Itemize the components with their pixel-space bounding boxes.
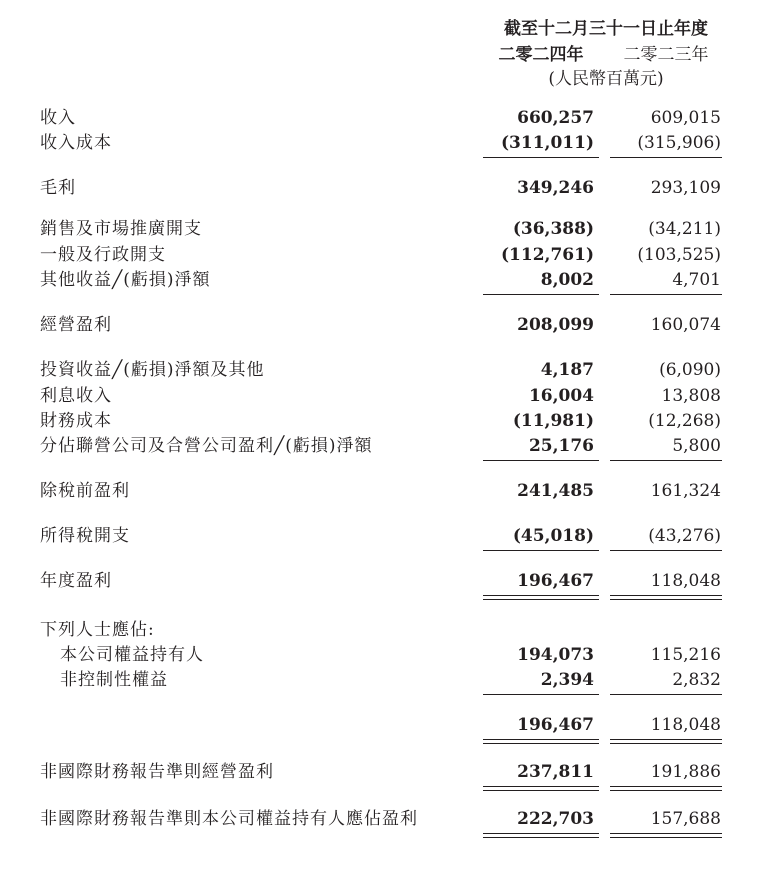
subtotal-rule [483, 694, 599, 695]
value-2024: (311,011) [501, 133, 594, 153]
table-row-finance-costs [0, 409, 772, 433]
table-row-attributable-to [0, 618, 772, 642]
row-label: 經營盈利 [40, 315, 112, 335]
value-2023: 157,688 [650, 809, 721, 829]
value-2024: (36,388) [512, 219, 594, 239]
row-label: 一般及行政開支 [40, 245, 166, 265]
total-double-rule [483, 739, 599, 740]
value-2024: 4,187 [540, 360, 594, 380]
subtotal-rule [483, 157, 599, 158]
subtotal-rule [483, 460, 599, 461]
value-2023: (34,211) [648, 219, 721, 239]
table-row-interest-income [0, 384, 772, 408]
table-row-income-tax [0, 524, 772, 548]
row-label: 利息收入 [40, 386, 112, 406]
table-row-revenue [0, 106, 772, 130]
subtotal-rule [610, 550, 722, 551]
row-label: 本公司權益持有人 [60, 645, 204, 665]
value-2024: 349,246 [517, 178, 594, 198]
row-label: 非國際財務報告準則經營盈利 [40, 762, 274, 782]
row-label: 銷售及市場推廣開支 [40, 219, 202, 239]
total-double-rule [610, 599, 722, 600]
total-double-rule [483, 786, 599, 787]
value-2023: 293,109 [650, 178, 721, 198]
total-double-rule [483, 595, 599, 596]
value-2024: (112,761) [501, 245, 594, 265]
value-2023: (6,090) [659, 360, 721, 380]
total-double-rule [610, 790, 722, 791]
table-row-other-gains [0, 268, 772, 292]
subtotal-rule [483, 550, 599, 551]
value-2024: 25,176 [528, 436, 594, 456]
row-label: 非控制性權益 [60, 670, 168, 690]
row-label: 收入成本 [40, 133, 112, 153]
table-row-share-of-associates [0, 434, 772, 458]
value-2024: 208,099 [517, 315, 594, 335]
table-row-non-ifrs-operating-profit [0, 760, 772, 784]
value-2023: (315,906) [637, 133, 721, 153]
row-label: 毛利 [40, 178, 76, 198]
value-2023: 118,048 [650, 571, 721, 591]
table-row-investment-gains [0, 358, 772, 382]
value-2023: 115,216 [650, 645, 721, 665]
total-double-rule [483, 790, 599, 791]
subtotal-rule [610, 294, 722, 295]
subtotal-rule [610, 694, 722, 695]
total-double-rule [610, 595, 722, 596]
currency-unit-label: (人民幣百萬元) [548, 69, 664, 89]
table-row-selling-marketing [0, 217, 772, 241]
row-label: 收入 [40, 108, 76, 128]
table-row-non-ifrs-profit-equity-holders [0, 807, 772, 831]
value-2023: (12,268) [648, 411, 721, 431]
total-double-rule [483, 833, 599, 834]
column-header-2024: 二零二四年 [498, 45, 584, 65]
row-label: 財務成本 [40, 411, 112, 431]
value-2024: 222,703 [517, 809, 594, 829]
table-row-equity-holders [0, 643, 772, 667]
value-2024: 660,257 [517, 108, 594, 128]
value-2023: 5,800 [672, 436, 721, 456]
value-2024: 196,467 [517, 571, 594, 591]
value-2024: 196,467 [517, 715, 594, 735]
total-double-rule [483, 743, 599, 744]
value-2024: 237,811 [517, 762, 594, 782]
row-label: 投資收益╱(虧損)淨額及其他 [40, 360, 265, 380]
value-2024: (45,018) [512, 526, 594, 546]
subtotal-rule [610, 157, 722, 158]
value-2024: 2,394 [540, 670, 594, 690]
value-2023: 118,048 [650, 715, 721, 735]
value-2023: 4,701 [672, 270, 721, 290]
subtotal-rule [483, 294, 599, 295]
row-label: 除稅前盈利 [40, 481, 130, 501]
value-2023: (43,276) [648, 526, 721, 546]
total-double-rule [610, 743, 722, 744]
value-2024: (11,981) [512, 411, 594, 431]
value-2023: 2,832 [672, 670, 721, 690]
total-double-rule [483, 837, 599, 838]
row-label: 分佔聯營公司及合營公司盈利╱(虧損)淨額 [40, 436, 373, 456]
total-double-rule [610, 739, 722, 740]
row-label: 年度盈利 [40, 571, 112, 591]
value-2024: 194,073 [517, 645, 594, 665]
value-2024: 241,485 [517, 481, 594, 501]
value-2023: 13,808 [661, 386, 721, 406]
table-row-profit-before-tax [0, 479, 772, 503]
row-label: 所得稅開支 [40, 526, 130, 546]
table-row-attributable-total [0, 713, 772, 737]
value-2024: 8,002 [540, 270, 594, 290]
row-label: 其他收益╱(虧損)淨額 [40, 270, 211, 290]
value-2023: 191,886 [650, 762, 721, 782]
value-2023: 161,324 [650, 481, 721, 501]
table-row-profit-for-year [0, 569, 772, 593]
row-label: 非國際財務報告準則本公司權益持有人應佔盈利 [40, 809, 418, 829]
value-2023: (103,525) [637, 245, 721, 265]
table-row-cost-of-revenue [0, 131, 772, 155]
value-2024: 16,004 [528, 386, 594, 406]
table-row-operating-profit [0, 313, 772, 337]
value-2023: 160,074 [650, 315, 721, 335]
column-header-period: 截至十二月三十一日止年度 [504, 19, 708, 39]
table-row-non-controlling [0, 668, 772, 692]
total-double-rule [483, 599, 599, 600]
value-2023: 609,015 [650, 108, 721, 128]
column-header-2023: 二零二三年 [623, 45, 709, 65]
total-double-rule [610, 786, 722, 787]
row-label: 下列人士應佔: [40, 620, 155, 640]
subtotal-rule [610, 460, 722, 461]
total-double-rule [610, 837, 722, 838]
total-double-rule [610, 833, 722, 834]
table-row-gross-profit [0, 176, 772, 200]
table-row-general-admin [0, 243, 772, 267]
